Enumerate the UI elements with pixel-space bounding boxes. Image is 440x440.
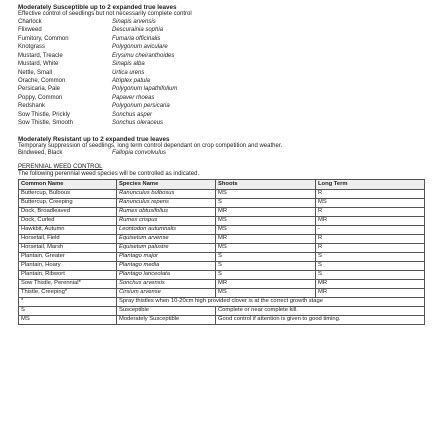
susceptible-subheading: Effective control of seedlings but not necessarily complete control xyxy=(18,11,192,17)
common-name: Poppy, Common xyxy=(18,94,63,101)
shoots-cell: MS xyxy=(216,225,316,234)
common-name-cell: Sow Thistle, Perennial* xyxy=(19,279,117,288)
long-term-cell: - xyxy=(316,225,425,234)
weed-list-item xyxy=(18,102,440,110)
shoots-cell: S xyxy=(216,261,316,270)
species-name-cell: Plantago media xyxy=(117,261,216,270)
key-term: Susceptible xyxy=(117,306,216,315)
susceptible-heading: Moderately Susceptible up to 2 expanded true leaves xyxy=(18,4,177,11)
common-name: Fumitory, Common xyxy=(18,35,69,42)
key-desc: Complete or near complete kill. xyxy=(216,306,425,315)
weed-list-item xyxy=(18,94,440,102)
common-name-cell: Dock, Curled xyxy=(19,216,117,225)
species-name: Polygonum aviculare xyxy=(112,44,168,51)
species-name-cell: Rumex obtusifolius xyxy=(117,207,216,216)
species-name: Sonchus asper xyxy=(112,111,153,118)
table-header-row xyxy=(19,179,425,189)
species-name: Fumaria officinalis xyxy=(112,35,161,42)
common-name: Mustard, White xyxy=(18,61,59,68)
weed-list-item xyxy=(18,69,440,77)
long-term-cell: R xyxy=(316,189,425,198)
table-row xyxy=(19,189,425,198)
long-term-cell: MS xyxy=(316,198,425,207)
weed-list-item xyxy=(18,111,440,119)
shoots-cell: S xyxy=(216,198,316,207)
key-row-note xyxy=(19,297,425,306)
weed-list-item xyxy=(18,60,440,68)
common-name: Mustard, Treacle xyxy=(18,52,63,59)
common-name-cell: Horsetail, Field xyxy=(19,234,117,243)
weed-list-item xyxy=(18,43,440,51)
common-name: Knotgrass xyxy=(18,44,46,51)
long-term-cell: R xyxy=(316,207,425,216)
species-name-cell: Leontodon autumnalis xyxy=(117,225,216,234)
species-name: Sinapis arvensis xyxy=(112,18,156,25)
column-header: Common Name xyxy=(19,179,117,189)
common-name-cell: Hawkbit, Autumn xyxy=(19,225,117,234)
common-name: Redshank xyxy=(18,103,46,110)
key-code: * xyxy=(19,297,117,306)
long-term-cell: S xyxy=(316,270,425,279)
table-row xyxy=(19,288,425,297)
long-term-cell: R xyxy=(316,234,425,243)
weed-list-item xyxy=(18,26,440,34)
table-row xyxy=(19,270,425,279)
common-name: Charlock xyxy=(18,18,42,25)
common-name-cell: Thistle, Creeping* xyxy=(19,288,117,297)
common-name-cell: Horsetail, Marsh xyxy=(19,243,117,252)
key-term: Moderately Susceptible xyxy=(117,315,216,324)
species-name: Erysimu cheiranthoides xyxy=(112,52,175,59)
table-row xyxy=(19,279,425,288)
common-name-cell: Buttercup, Creeping xyxy=(19,198,117,207)
common-name-cell: Plantain, Hoary xyxy=(19,261,117,270)
species-name: Atriplex patula xyxy=(112,77,151,84)
perennial-table xyxy=(18,179,425,325)
weed-list-item xyxy=(18,52,440,60)
long-term-cell: MR xyxy=(316,279,425,288)
species-name: Urtica urens xyxy=(112,69,145,76)
long-term-cell: MR xyxy=(316,216,425,225)
species-name-cell: Plantago lanceolata xyxy=(117,270,216,279)
species-name-cell: Equisetum arvense xyxy=(117,234,216,243)
common-name-cell: Buttercup, Bulbous xyxy=(19,189,117,198)
table-row xyxy=(19,216,425,225)
shoots-cell: MS xyxy=(216,243,316,252)
shoots-cell: MS xyxy=(216,216,316,225)
perennial-heading: PERENNIAL WEED CONTROL xyxy=(18,163,103,170)
common-name: Flixweed xyxy=(18,27,42,34)
weed-list-item xyxy=(18,149,440,157)
shoots-cell: MS xyxy=(216,288,316,297)
key-row xyxy=(19,306,425,315)
shoots-cell: MR xyxy=(216,234,316,243)
resistant-list xyxy=(18,149,440,157)
species-name-cell: Plantago major xyxy=(117,252,216,261)
species-name: Descurainia sophia xyxy=(112,27,164,34)
species-name: Fallopia convolvulus xyxy=(112,150,167,157)
key-desc: Good control if attention is given to good timing. xyxy=(216,315,425,324)
shoots-cell: MS xyxy=(216,189,316,198)
species-name-cell: Ranunculus repens xyxy=(117,198,216,207)
species-name-cell: Ranunculus bulbosus xyxy=(117,189,216,198)
weed-list-item xyxy=(18,77,440,85)
species-name: Polygonum persicaria xyxy=(112,103,170,110)
column-header: Long Term xyxy=(316,179,425,189)
weed-list-item xyxy=(18,18,440,26)
common-name-cell: Plantain, Ribwort xyxy=(19,270,117,279)
table-row xyxy=(19,261,425,270)
common-name: Sow Thistle, Smooth xyxy=(18,120,73,127)
shoots-cell: S xyxy=(216,270,316,279)
common-name: Sow Thistle, Prickly xyxy=(18,111,70,118)
key-code: S xyxy=(19,306,117,315)
species-name-cell: Cirsium arvense xyxy=(117,288,216,297)
species-name: Papaver rhoeas xyxy=(112,94,155,101)
long-term-cell: MR xyxy=(316,288,425,297)
table-row xyxy=(19,252,425,261)
key-code: MS xyxy=(19,315,117,324)
long-term-cell: R xyxy=(316,243,425,252)
common-name-cell: Dock, Broadleaved xyxy=(19,207,117,216)
column-header: Shoots xyxy=(216,179,316,189)
common-name: Persicaria, Pale xyxy=(18,86,61,93)
shoots-cell: MR xyxy=(216,279,316,288)
resistant-heading: Moderately Resistant up to 2 expanded true leaves xyxy=(18,135,170,143)
shoots-cell: S xyxy=(216,252,316,261)
resistant-subheading: Temporary suppression of seedlings, long term control dependant on crop competition and weather. xyxy=(18,142,283,149)
weed-list-item xyxy=(18,35,440,43)
table-row xyxy=(19,207,425,216)
species-name: Polygonum lapathifolium xyxy=(112,86,178,93)
weed-list-item xyxy=(18,85,440,93)
table-row xyxy=(19,243,425,252)
common-name: Bindweed, Black xyxy=(18,150,63,157)
key-row xyxy=(19,315,425,324)
common-name-cell: Plantain, Greater xyxy=(19,252,117,261)
perennial-intro: The following perennial weed species will be controlled as indicated. xyxy=(18,170,200,177)
species-name-cell: Rumex crispus xyxy=(117,216,216,225)
species-name-cell: Equisetum palustre xyxy=(117,243,216,252)
table-row xyxy=(19,198,425,207)
column-header: Species Name xyxy=(117,179,216,189)
key-note: Spray thistles when 10-20cm high provided clover is at the correct growth stage xyxy=(117,297,425,306)
species-name: Sinapis alba xyxy=(112,61,145,68)
table-row xyxy=(19,225,425,234)
species-name-cell: Sonchus arvensis xyxy=(117,279,216,288)
table-row xyxy=(19,234,425,243)
shoots-cell: MR xyxy=(216,207,316,216)
long-term-cell: S xyxy=(316,261,425,270)
common-name: Orache, Common xyxy=(18,77,66,84)
species-name: Sonchus oleraceus xyxy=(112,120,164,127)
susceptible-list xyxy=(18,18,440,128)
long-term-cell: S xyxy=(316,252,425,261)
common-name: Nettle, Small xyxy=(18,69,53,76)
weed-list-item xyxy=(18,119,440,127)
